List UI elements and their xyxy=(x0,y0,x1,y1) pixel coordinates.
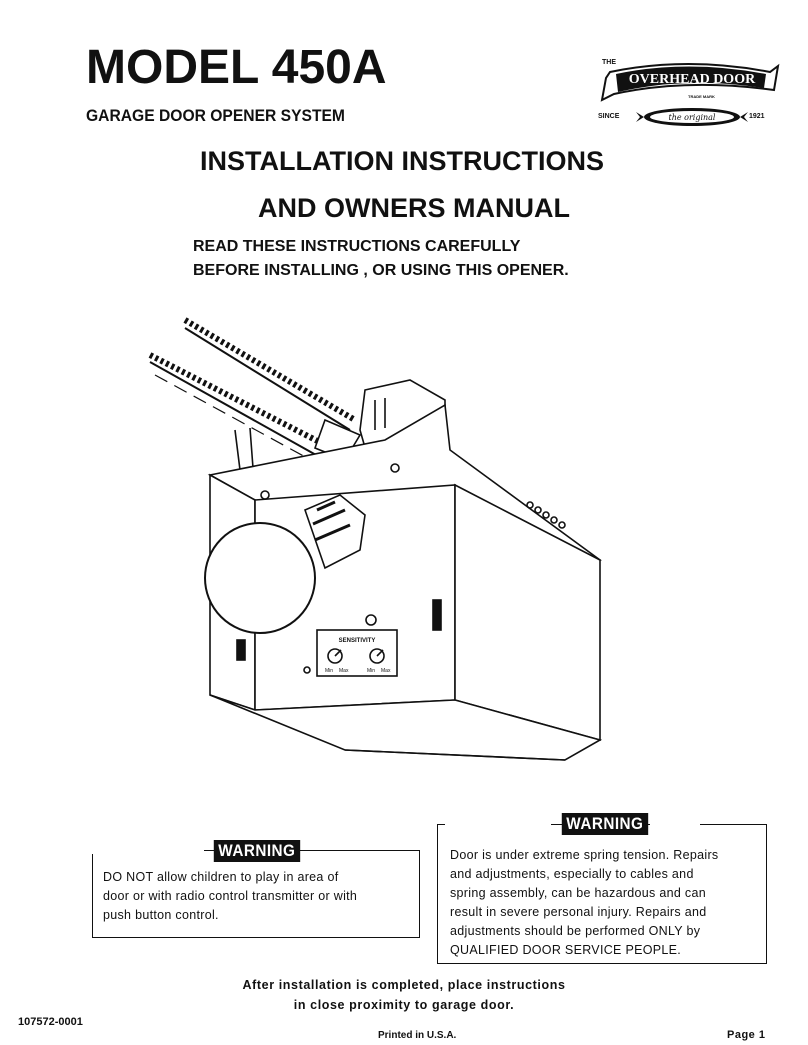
read-instructions-line-2: BEFORE INSTALLING , OR USING THIS OPENER. xyxy=(193,262,569,279)
warning-left-line: DO NOT allow children to play in area of xyxy=(103,870,339,884)
logo-since: SINCE xyxy=(598,113,620,120)
model-title: MODEL 450A xyxy=(86,41,387,94)
placement-note xyxy=(0,975,808,1015)
sensitivity-panel xyxy=(317,630,397,676)
page-number: Page 1 xyxy=(727,1029,766,1041)
logo-trademark: TRADE MARK xyxy=(688,94,715,99)
logo-year: 1921 xyxy=(749,113,765,120)
knob-left-min: Min xyxy=(325,668,334,674)
opener-illustration xyxy=(145,300,615,770)
warning-tag-right: WARNING xyxy=(562,813,648,835)
product-subtitle: GARAGE DOOR OPENER SYSTEM xyxy=(86,106,345,125)
placement-note-line-2: in close proximity to garage door. xyxy=(293,998,515,1012)
warning-right-line: and adjustments, especially to cables and xyxy=(450,867,694,881)
logo-original-text: the original xyxy=(668,113,716,122)
warning-left-line: door or with radio control transmitter or with xyxy=(103,889,358,903)
printed-in: Printed in U.S.A. xyxy=(378,1030,457,1041)
logo-the: THE xyxy=(602,59,616,66)
warning-left-line: push button control. xyxy=(103,908,219,922)
install-heading: INSTALLATION INSTRUCTIONS xyxy=(200,146,604,176)
warning-right-line: QUALIFIED DOOR SERVICE PEOPLE. xyxy=(450,943,682,957)
warning-right-line: adjustments should be performed ONLY by xyxy=(450,924,701,938)
part-number: 107572-0001 xyxy=(18,1016,83,1028)
warning-text-right xyxy=(450,846,718,960)
panel-label: SENSITIVITY xyxy=(338,638,376,644)
warning-right-line: result in severe personal injury. Repairs and xyxy=(450,905,707,919)
knob-right-max: Max xyxy=(381,668,391,674)
overhead-door-logo xyxy=(592,50,782,130)
knob-right-min: Min xyxy=(367,668,376,674)
manual-heading: AND OWNERS MANUAL xyxy=(258,193,570,223)
logo-brand-text: OVERHEAD DOOR xyxy=(628,72,756,87)
placement-note-line-1: After installation is completed, place instructions xyxy=(242,978,566,992)
warning-right-line: spring assembly, can be hazardous and can xyxy=(450,886,706,900)
warning-tag-left: WARNING xyxy=(214,840,300,862)
warning-right-line: Door is under extreme spring tension. Repairs xyxy=(450,848,719,862)
knob-left-max: Max xyxy=(339,668,349,674)
rail-chain xyxy=(150,320,360,465)
read-instructions-line-1: READ THESE INSTRUCTIONS CAREFULLY xyxy=(193,238,521,255)
warning-text-left xyxy=(103,868,357,925)
